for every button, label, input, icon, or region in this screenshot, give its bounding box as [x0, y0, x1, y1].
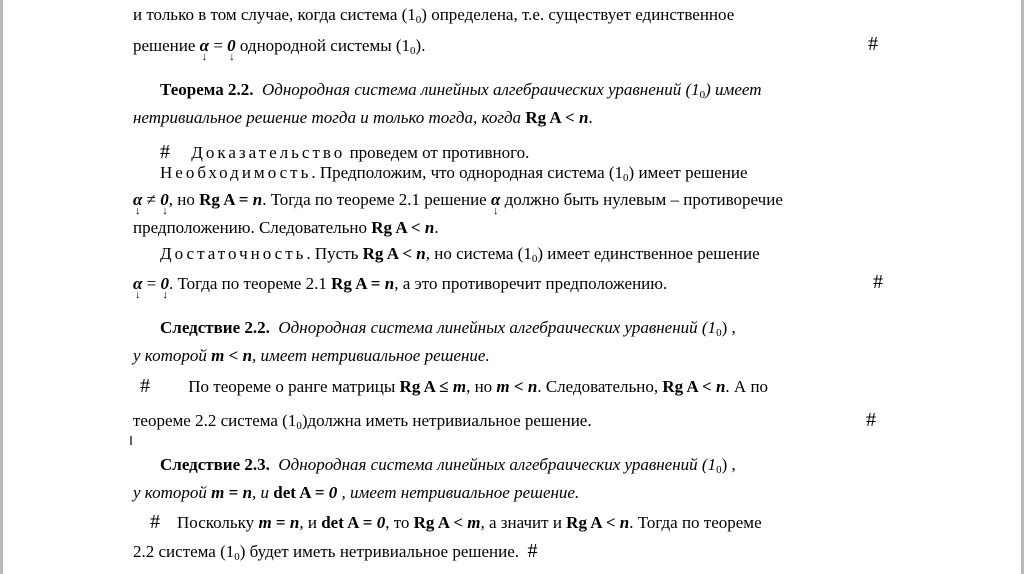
text-line-1: и только в том случае, когда система $(1_0)$ определена, т.е. существует единственное [133, 5, 735, 26]
corollary-2-2-line-2: у которой m < n, имеет нетривиальное решение. [133, 346, 490, 365]
corollary-2-3: Следствие 2.3. Однородная система линейных алгебраических уравнений $(1_0)$ , [160, 455, 736, 476]
corollary-2-2: Следствие 2.2. Однородная система линейных алгебраических уравнений $(1_0)$ , [160, 318, 736, 339]
theorem-2-2: Теорема 2.2. Однородная система линейных алгебраических уравнений $(1_0)$ имеет [160, 80, 762, 101]
necessity-line-3: предположению. Следовательно Rg A < n. [133, 218, 439, 237]
end-proof-mark: # [868, 33, 878, 55]
necessity-line-2: α ↓ ≠ 0 ↓, но Rg A = n. Тогда по теореме 2.1 решение α ↓ должно быть нулевым – противоречие [133, 190, 783, 216]
corollary-2-2-proof-line-2: теореме 2.2 система $(1_0)должна$ иметь нетривиальное решение. [133, 411, 592, 432]
end-proof-mark: # [866, 409, 876, 431]
cursor-mark [130, 436, 132, 445]
sufficiency-line-1: Достаточность. Пусть Rg A < n, но система $(1_0)$ имеет единственное решение [160, 244, 760, 265]
necessity-line-1: Необходимость. Предположим, что однородная система $(1_0)$ имеет решение [160, 163, 748, 184]
corollary-2-2-proof-line-1: # По теореме о ранге матрицы Rg A ≤ m, но m < n. Следовательно, Rg A < n. А по [140, 375, 769, 397]
corollary-2-3-proof-line-1: # Поскольку m = n, и det A = 0, то Rg A < m, а значит и Rg A < n. Тогда по теореме [150, 511, 762, 533]
corollary-2-3-line-2: у которой m = n, и det A = 0 , имеет нетривиальное решение. [133, 483, 580, 502]
proof-heading: # Доказательство проведем от противного. [160, 141, 530, 163]
text-line-2: решение α ↓ = 0 ↓ однородной системы $(1_0)$. [133, 36, 425, 62]
left-border [0, 0, 3, 574]
end-proof-mark: # [873, 271, 883, 293]
theorem-2-2-line-2: нетривиальное решение тогда и только тогда, когда Rg A < n. [133, 108, 593, 127]
corollary-2-3-proof-line-2: 2.2 система $(1_0)$ будет иметь нетривиальное решение. # [133, 540, 538, 563]
sufficiency-line-2: α ↓ = 0 ↓. Тогда по теореме 2.1 Rg A = n, а это противоречит предположению. [133, 274, 667, 300]
